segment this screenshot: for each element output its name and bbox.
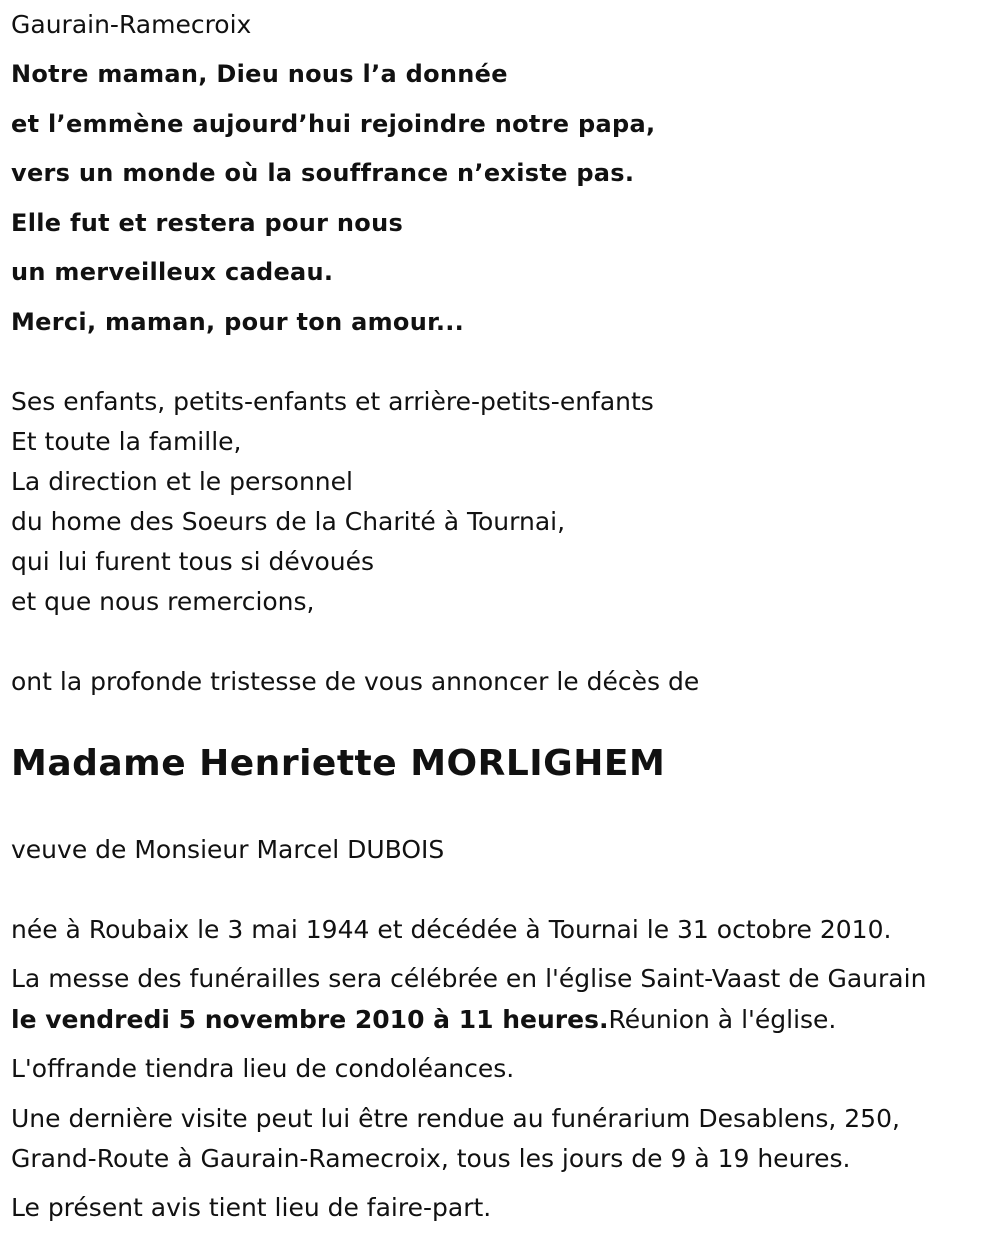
family-line-1: Ses enfants, petits-enfants et arrière-petits-enfants [11, 387, 654, 416]
location-heading: Gaurain-Ramecroix [11, 10, 252, 39]
poem-line-2: et l’emmène aujourd’hui rejoindre notre papa, [11, 110, 656, 138]
family-line-3: La direction et le personnel [11, 467, 353, 496]
family-line-2: Et toute la famille, [11, 427, 242, 456]
poem-line-6: Merci, maman, pour ton amour... [11, 308, 465, 336]
visit-line-1: Une dernière visite peut lui être rendue au funérarium Desablens, 250, [11, 1104, 900, 1133]
funeral-date: le vendredi 5 novembre 2010 à 11 heures. [11, 1005, 609, 1034]
notice-text: Le présent avis tient lieu de faire-part. [11, 1193, 492, 1222]
poem-line-3: vers un monde où la souffrance n’existe pas. [11, 159, 635, 187]
offering-text: L'offrande tiendra lieu de condoléances. [11, 1054, 515, 1083]
funeral-mass-line: La messe des funérailles sera célébrée en l'église Saint-Vaast de Gaurain [11, 964, 927, 993]
deceased-name: Madame Henriette MORLIGHEM [11, 743, 666, 784]
funeral-meeting: Réunion à l'église. [608, 1005, 837, 1034]
funeral-date-line [11, 1005, 836, 1035]
poem-line-5: un merveilleux cadeau. [11, 258, 334, 286]
poem-line-4: Elle fut et restera pour nous [11, 209, 404, 237]
announcement-text: ont la profonde tristesse de vous annoncer le décès de [11, 667, 700, 696]
family-line-4: du home des Soeurs de la Charité à Tournai, [11, 507, 566, 536]
family-line-6: et que nous remercions, [11, 587, 315, 616]
poem-line-1: Notre maman, Dieu nous l’a donnée [11, 60, 508, 88]
visit-line-2: Grand-Route à Gaurain-Ramecroix, tous les jours de 9 à 19 heures. [11, 1144, 851, 1173]
birth-death-dates: née à Roubaix le 3 mai 1944 et décédée à Tournai le 31 octobre 2010. [11, 915, 892, 944]
family-line-5: qui lui furent tous si dévoués [11, 547, 375, 576]
widow-of: veuve de Monsieur Marcel DUBOIS [11, 835, 445, 864]
